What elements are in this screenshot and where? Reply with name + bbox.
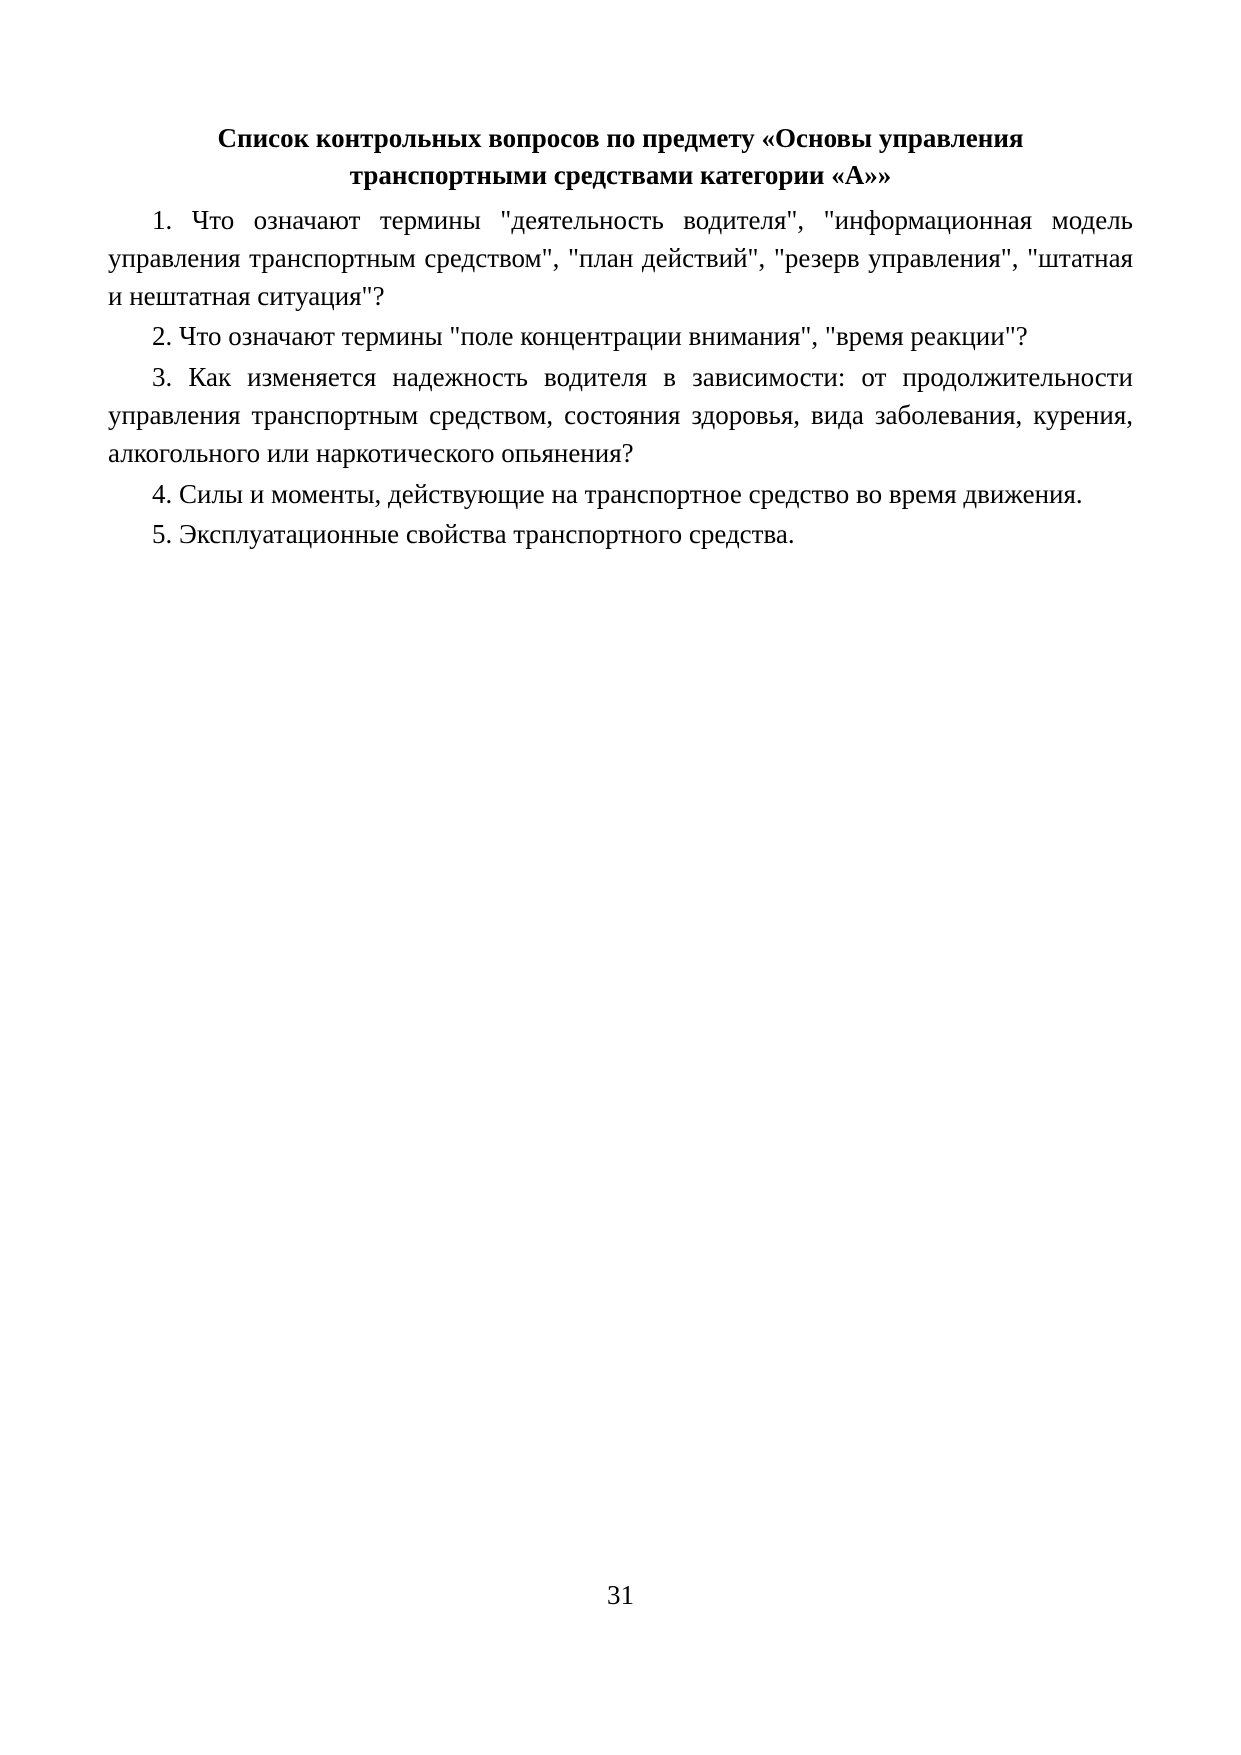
- page-title-line-1: Список контрольных вопросов по предмету «Основы управления: [217, 123, 1024, 153]
- question-item-4: 4. Силы и моменты, действующие на транспортное средство во время движения.: [152, 478, 1083, 509]
- question-item-1: 1. Что означают термины "деятельность водителя", "информационная модель управления транспортным средством", "план действий", "резерв управления", "штатная и нештатная ситуация"?: [108, 204, 1133, 312]
- question-item-2: 2. Что означают термины "поле концентрации внимания", "время реакции"?: [152, 321, 1028, 352]
- page-title: [108, 120, 1133, 195]
- page-number: 31: [607, 1580, 634, 1610]
- question-item-3: 3. Как изменяется надежность водителя в зависимости: от продолжительности управления транспортным средством, состояния здоровья, вида заболевания, курения, алкогольного или наркотического опьянения?: [108, 361, 1133, 469]
- page-title-line-2: транспортными средствами категории «А»»: [349, 160, 892, 191]
- question-item-5: 5. Эксплуатационные свойства транспортного средства.: [152, 519, 795, 550]
- page-content: [108, 120, 1133, 555]
